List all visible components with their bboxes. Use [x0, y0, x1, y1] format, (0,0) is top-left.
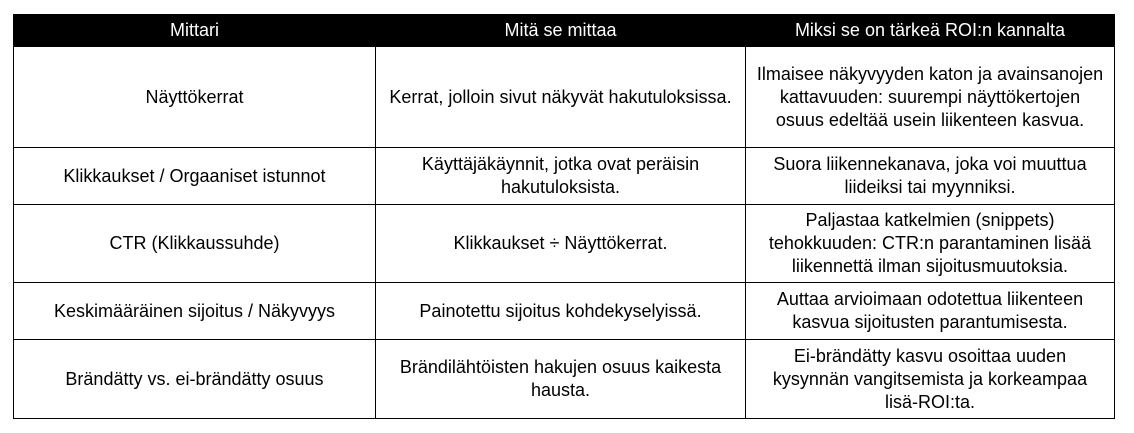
cell-what-it-measures: Painotettu sijoitus kohdekyselyissä.	[376, 283, 746, 340]
metrics-table	[13, 14, 1115, 419]
cell-what-it-measures: Klikkaukset ÷ Näyttökerrat.	[376, 205, 746, 283]
cell-why-important: Suora liikennekanava, joka voi muuttua liideiksi tai myynniksi.	[746, 148, 1115, 205]
header-why-important-roi: Miksi se on tärkeä ROI:n kannalta	[746, 15, 1115, 47]
cell-what-it-measures: Brändilähtöisten hakujen osuus kaikesta hausta.	[376, 340, 746, 419]
cell-metric: Keskimääräinen sijoitus / Näkyvyys	[14, 283, 376, 340]
cell-why-important: Paljastaa katkelmien (snippets) tehokkuuden: CTR:n parantaminen lisää liikennettä ilman sijoitusmuutoksia.	[746, 205, 1115, 283]
cell-what-it-measures: Käyttäjäkäynnit, jotka ovat peräisin hakutuloksista.	[376, 148, 746, 205]
header-what-it-measures: Mitä se mittaa	[376, 15, 746, 47]
metrics-table-container	[13, 14, 1114, 419]
table-row	[14, 47, 1115, 148]
table-row	[14, 340, 1115, 419]
cell-metric: Näyttökerrat	[14, 47, 376, 148]
table-row	[14, 148, 1115, 205]
cell-metric: CTR (Klikkaussuhde)	[14, 205, 376, 283]
header-metric: Mittari	[14, 15, 376, 47]
cell-metric: Brändätty vs. ei-brändätty osuus	[14, 340, 376, 419]
cell-why-important: Auttaa arvioimaan odotettua liikenteen kasvua sijoitusten parantumisesta.	[746, 283, 1115, 340]
cell-metric: Klikkaukset / Orgaaniset istunnot	[14, 148, 376, 205]
table-header-row	[14, 15, 1115, 47]
table-row	[14, 283, 1115, 340]
cell-why-important: Ei-brändätty kasvu osoittaa uuden kysynnän vangitsemista ja korkeampaa lisä-ROI:ta.	[746, 340, 1115, 419]
cell-what-it-measures: Kerrat, jolloin sivut näkyvät hakutuloksissa.	[376, 47, 746, 148]
table-row	[14, 205, 1115, 283]
cell-why-important: Ilmaisee näkyvyyden katon ja avainsanojen kattavuuden: suurempi näyttökertojen osuus edeltää usein liikenteen kasvua.	[746, 47, 1115, 148]
